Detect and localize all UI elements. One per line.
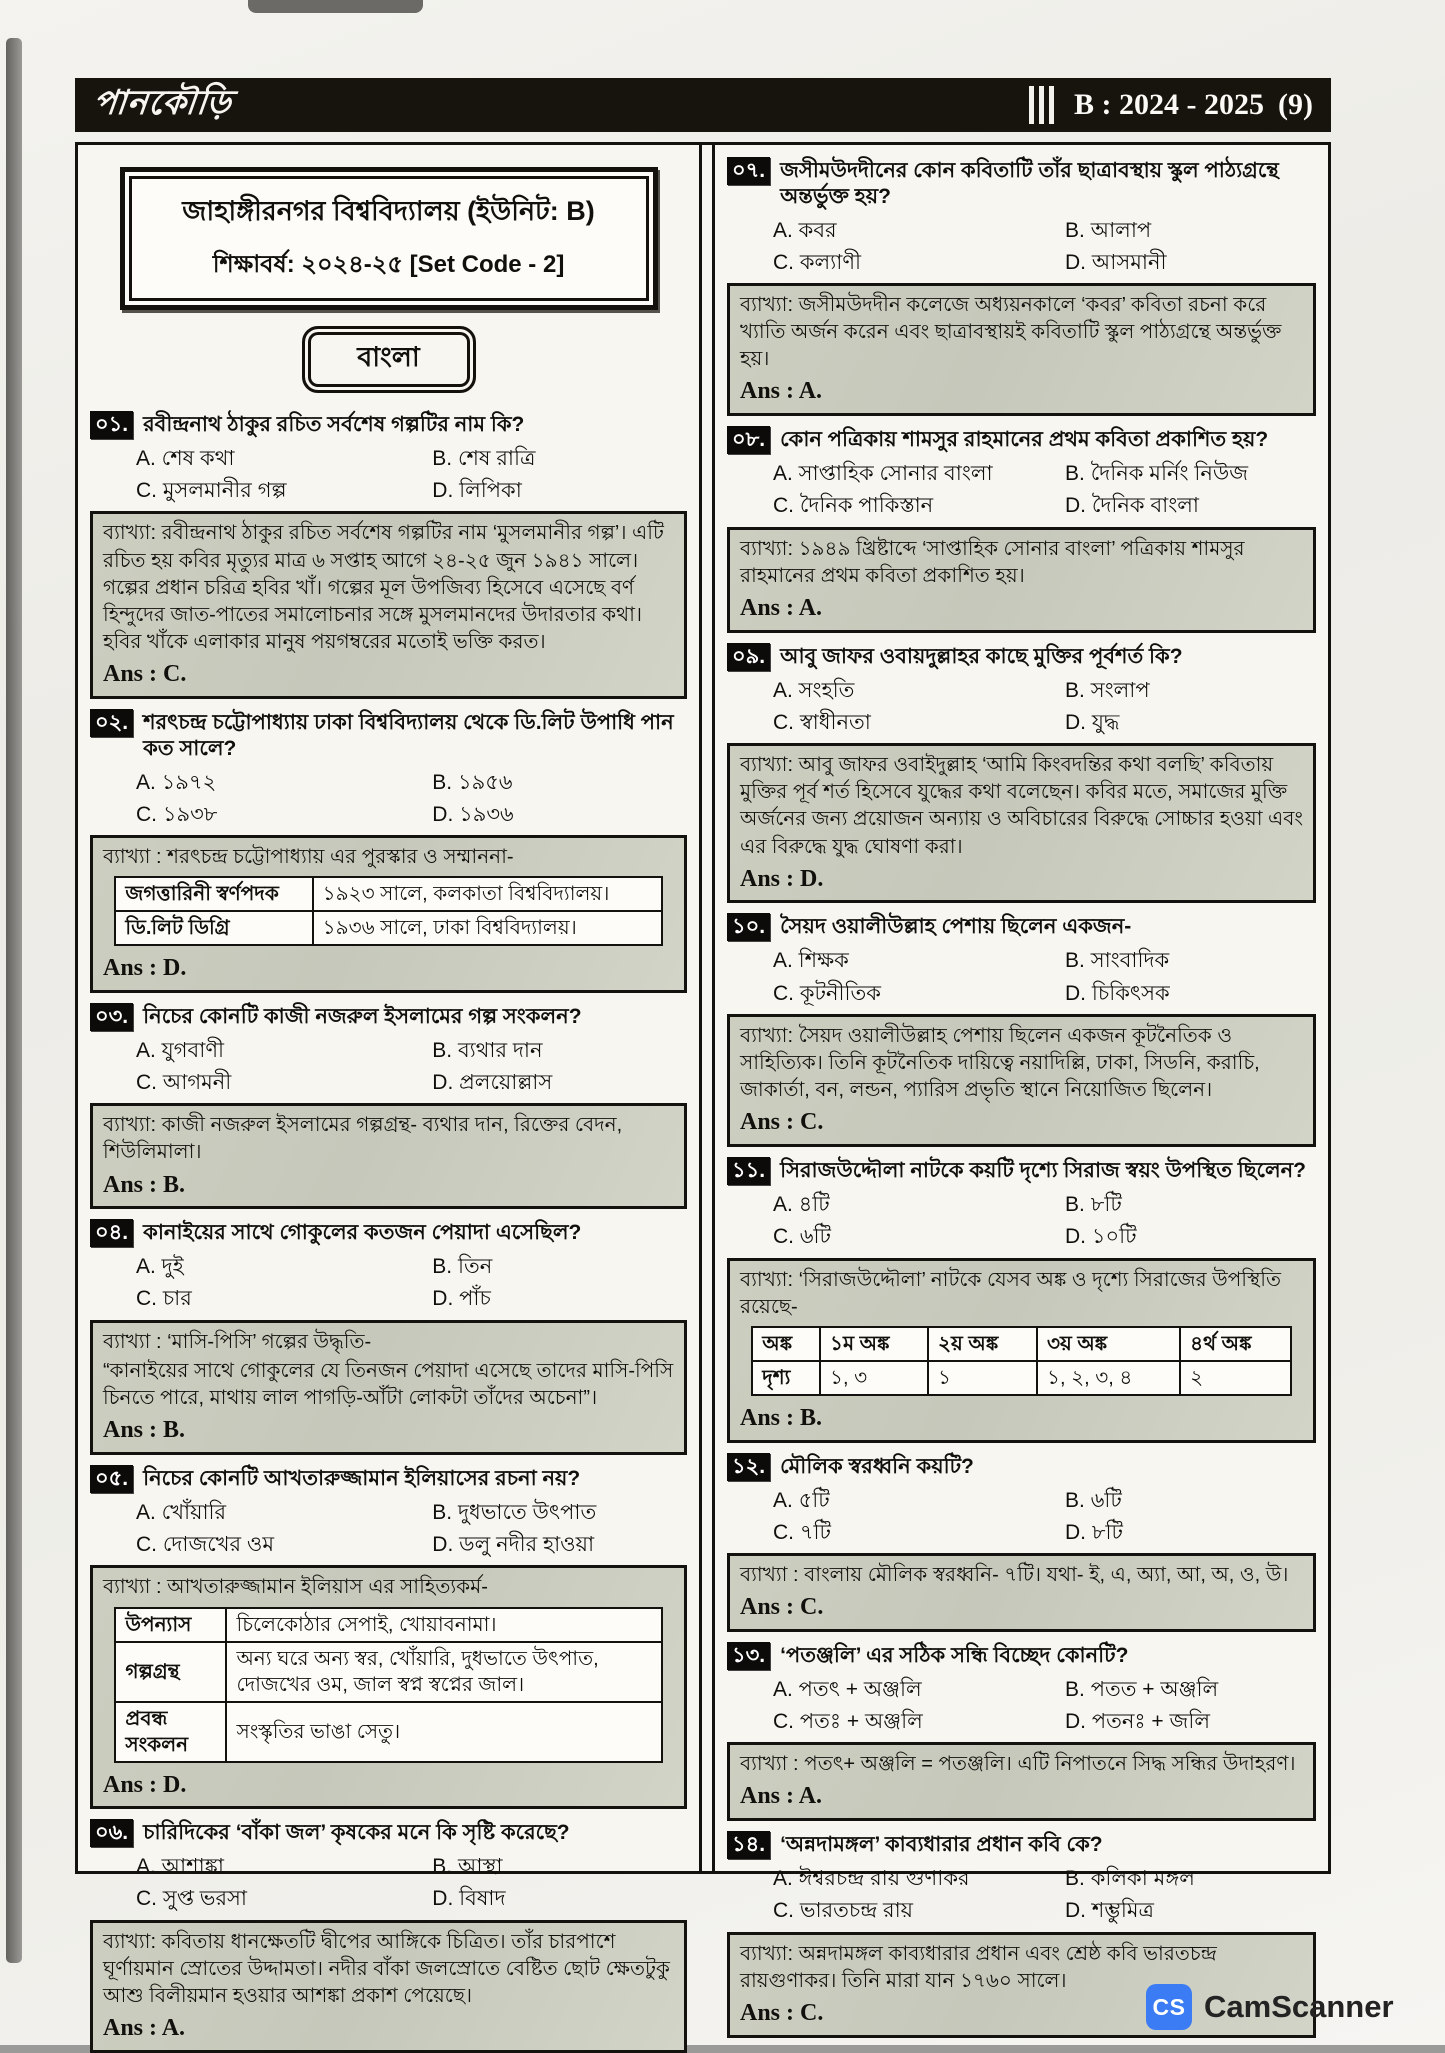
question-text: রবীন্দ্রনাথ ঠাকুর রচিত সর্বশেষ গল্পটির নাম কি? — [143, 413, 525, 436]
question-text: কানাইয়ের সাথে গোকুলের কতজন পেয়াদা এসেছিল? — [143, 1221, 582, 1245]
header-right-group — [1029, 86, 1313, 124]
option-A: A. যুগবাণী — [136, 1038, 225, 1062]
option-A: A. কবর — [773, 218, 837, 242]
question-number-badge: ০২. — [90, 709, 133, 737]
explanation-box — [727, 283, 1316, 416]
question-options — [773, 1677, 1312, 1734]
option-B: B. আলাপ — [1065, 218, 1152, 242]
question-number-badge: ০৩. — [90, 1003, 133, 1031]
answer-label: Ans : C. — [740, 1999, 824, 2026]
answer-label: Ans : D. — [103, 1771, 187, 1798]
question-number-badge: ০৯. — [727, 643, 770, 671]
question-head — [727, 643, 1316, 671]
explanation-table-cell: ১, ২, ৩, ৪ — [1037, 1361, 1180, 1395]
answer-label: Ans : A. — [740, 378, 823, 405]
question-text: শরৎচন্দ্র চট্টোপাধ্যায় ঢাকা বিশ্ববিদ্যালয় থেকে ডি.লিট উপাধি পান কত সালে? — [143, 711, 674, 761]
question-options — [136, 1038, 683, 1095]
column-divider — [699, 145, 715, 1871]
option-C: C. ৬টি — [773, 1225, 831, 1249]
left-column-questions — [90, 411, 687, 2053]
explanation-table-cell: ২ — [1180, 1361, 1291, 1395]
question-options — [136, 446, 683, 503]
answer-label: Ans : A. — [740, 594, 823, 621]
explanation-text: ব্যাখ্যা: জসীমউদদীন কলেজে অধ্যয়নকালে ‘কবর’ কবিতা রচনা করে খ্যাতি অর্জন করেন এবং ছাত্রাবস্থায়ই কবিতাটি স্কুল পাঠ্যগ্রন্থে অন্তর্ভুক্ত হয়। — [740, 293, 1282, 371]
question-head — [727, 1642, 1316, 1670]
option-D: D. শম্ভুমিত্র — [1065, 1899, 1154, 1923]
option-D: D. ৮টি — [1065, 1520, 1123, 1544]
right-column-questions — [727, 157, 1316, 2038]
question-head — [727, 1157, 1316, 1185]
option-D: D. লিপিকা — [432, 479, 522, 503]
answer-label: Ans : C. — [103, 661, 187, 688]
option-D: D. ১৯৩৬ — [432, 802, 514, 826]
option-A: A. খোঁয়ারি — [136, 1500, 227, 1524]
explanation-box — [90, 1920, 687, 2053]
explanation-table-cell: উপন্যাস — [115, 1608, 226, 1642]
question-number-badge: ০৫. — [90, 1465, 133, 1493]
camscanner-brand-text: CamScanner — [1204, 1989, 1394, 2024]
explanation-box — [90, 1320, 687, 1455]
explanation-table-cell: ১ — [928, 1361, 1037, 1395]
question-text: নিচের কোনটি আখতারুজ্জামান ইলিয়াসের রচনা নয়? — [143, 1466, 581, 1490]
explanation-table-cell: ৪র্থ অঙ্ক — [1180, 1327, 1291, 1361]
question-number-badge: ১০. — [727, 913, 770, 941]
explanation-table-cell: ১, ৩ — [820, 1361, 928, 1395]
option-A: A. ৫টি — [773, 1488, 830, 1512]
explanation-text: ব্যাখ্যা: ১৯৪৯ খ্রিষ্টাব্দে ‘সাপ্তাহিক সোনার বাংলা’ পত্রিকায় শামসুর রাহমানের প্রথম কবিতা প্রকাশিত হয়। — [740, 537, 1245, 587]
option-D: D. দৈনিক বাংলা — [1065, 494, 1199, 518]
session-set-code: শিক্ষাবর্ষ: ২০২৪-২৫ [Set Code - 2] — [212, 251, 565, 278]
explanation-table-cell: ২য় অঙ্ক — [928, 1327, 1037, 1361]
question-options — [773, 678, 1312, 735]
question-head — [727, 157, 1316, 211]
question-text: আবু জাফর ওবায়দুল্লাহর কাছে মুক্তির পূর্বশর্ত কি? — [780, 644, 1183, 668]
answer-label: Ans : B. — [740, 1404, 823, 1431]
explanation-table — [114, 1607, 662, 1763]
question-text: জসীমউদদীনের কোন কবিতাটি তাঁর ছাত্রাবস্থায় স্কুল পাঠ্যগ্রন্থে অন্তর্ভুক্ত হয়? — [780, 159, 1279, 209]
question-text: চারিদিকের ‘বাঁকা জল’ কৃষকের মনে কি সৃষ্টি করেছে? — [143, 1821, 570, 1845]
option-A: A. আশাঙ্কা — [136, 1855, 224, 1879]
option-B: B. পতত + অঞ্জলি — [1065, 1677, 1219, 1701]
page-header-bar — [75, 78, 1331, 132]
question-head — [727, 426, 1316, 454]
explanation-table-cell: ৩য় অঙ্ক — [1037, 1327, 1180, 1361]
option-C: C. চার — [136, 1287, 192, 1311]
university-title-box — [120, 167, 658, 310]
answer-label: Ans : B. — [103, 1417, 186, 1444]
option-A: A. ঈশ্বরচন্দ্র রায় গুণাকর — [773, 1867, 970, 1891]
explanation-table-cell: ১৯৩৬ সালে, ঢাকা বিশ্ববিদ্যালয়। — [313, 911, 662, 945]
option-B: B. দুধভাতে উৎপাত — [432, 1500, 597, 1524]
option-A: A. শিক্ষক — [773, 949, 849, 973]
option-C: C. পতঃ + অঞ্জলি — [773, 1710, 923, 1734]
option-C: C. মুসলমানীর গল্প — [136, 479, 287, 503]
option-D: D. প্রলয়োল্লাস — [432, 1071, 553, 1094]
explanation-box — [90, 835, 687, 993]
explanation-box — [90, 1103, 687, 1209]
question-head — [90, 1003, 687, 1031]
question-head — [90, 1219, 687, 1247]
explanation-table-cell: জগত্তারিনী স্বর্ণপদক — [115, 877, 312, 911]
question-head — [727, 1453, 1316, 1481]
explanation-text: ব্যাখ্যা: রবীন্দ্রনাথ ঠাকুর রচিত সর্বশেষ গল্পটির নাম ‘মুসলমানীর গল্প’। এটি রচিত হয় কবির মৃত্যুর মাত্র ৬ সপ্তাহ আগে ২৪-২৫ জুন ১৯৪১ সালে। গল্পের প্রধান চরিত্র হবির খাঁ। গল্পের মূল উপজিব্য হিসেবে এসেছে বর্ণ হিন্দুদের জাত-পাতের সমালোচনার সঙ্গে মুসলমানদের উদারতার কথা। হবির খাঁকে এলাকার মানুষ পয়গম্বরের মতোই ভক্তি করত। — [103, 522, 664, 654]
explanation-table-cell: সংস্কৃতির ভাঙা সেতু। — [226, 1702, 661, 1762]
question-options — [773, 461, 1312, 518]
explanation-text: ব্যাখ্যা: কাজী নজরুল ইসলামের গল্পগ্রন্থ- ব্যথার দান, রিক্তের বেদন, শিউলিমালা। — [103, 1114, 623, 1164]
option-C: C. দোজখের ওম — [136, 1533, 274, 1557]
university-title: জাহাঙ্গীরনগর বিশ্ববিদ্যালয় (ইউনিট: B) — [182, 196, 595, 226]
explanation-text: ব্যাখ্যা : শরৎচন্দ্র চট্টোপাধ্যায় এর পুরস্কার ও সম্মাননা- — [103, 845, 514, 868]
question-text: সিরাজউদ্দৌলা নাটকে কয়টি দৃশ্যে সিরাজ স্বয়ং উপস্থিত ছিলেন? — [780, 1159, 1306, 1183]
question-block — [727, 1157, 1316, 1442]
option-B: B. কলিকা মঙ্গল — [1065, 1867, 1195, 1891]
explanation-text: ব্যাখ্যা : পতৎ+ অঞ্জলি = পতঞ্জলি। এটি নিপাতনে সিদ্ধ সন্ধির উদাহরণ। — [740, 1753, 1296, 1776]
question-number-badge: ১৩. — [727, 1642, 770, 1670]
option-C: C. কল্যাণী — [773, 250, 862, 274]
option-B: B. ব্যথার দান — [432, 1038, 543, 1062]
question-head — [727, 913, 1316, 941]
question-block — [727, 1453, 1316, 1632]
question-number-badge: ০১. — [90, 411, 133, 439]
question-block — [90, 1219, 687, 1455]
question-options — [773, 1866, 1312, 1923]
question-options — [773, 948, 1312, 1005]
explanation-box — [727, 1742, 1316, 1821]
question-block — [90, 1465, 687, 1809]
explanation-box — [727, 527, 1316, 633]
option-B: B. সংলাপ — [1065, 678, 1150, 702]
explanation-box — [727, 1014, 1316, 1147]
question-options — [773, 1192, 1312, 1249]
question-head — [90, 709, 687, 763]
option-C: C. দৈনিক পাকিস্তান — [773, 494, 934, 518]
explanation-table-cell: অন্য ঘরে অন্য স্বর, খোঁয়ারি, দুধভাতে উৎপাত, দোজখের ওম, জাল স্বপ্ন স্বপ্নের জাল। — [226, 1642, 661, 1702]
explanation-table-cell: অঙ্ক — [752, 1327, 820, 1361]
explanation-text: ব্যাখ্যা: সৈয়দ ওয়ালীউল্লাহ পেশায় ছিলেন একজন কূটনৈতিক ও সাহিত্যিক। তিনি কূটনৈতিক দায়িত্বে নয়াদিল্লি, ঢাকা, সিডনি, করাচি, জাকার্তা, বন, লন্ডন, প্যারিস প্রভৃতি স্থানে নিয়োজিত ছিলেন। — [740, 1024, 1260, 1102]
question-options — [773, 218, 1312, 275]
explanation-text: ব্যাখ্যা : বাংলায় মৌলিক স্বরধ্বনি- ৭টি। যথা- ই, এ, অ্যা, আ, অ, ও, উ। — [740, 1563, 1289, 1586]
answer-label: Ans : A. — [103, 2015, 186, 2042]
question-block — [727, 643, 1316, 904]
option-B: B. দৈনিক মর্নিং নিউজ — [1065, 462, 1249, 486]
subject-badge: বাংলা — [302, 326, 476, 393]
question-head — [90, 411, 687, 439]
option-B: B. সাংবাদিক — [1065, 949, 1170, 973]
option-A: A. দুই — [136, 1255, 184, 1279]
question-number-badge: ০৭. — [727, 157, 770, 185]
left-column — [78, 145, 699, 2042]
option-D: D. বিষাদ — [432, 1887, 506, 1911]
camscanner-watermark — [1146, 1984, 1394, 2030]
option-C: C. আগমনী — [136, 1071, 232, 1094]
explanation-box — [727, 743, 1316, 903]
question-block — [90, 1819, 687, 2053]
explanation-table-cell: গল্পগ্রন্থ — [115, 1642, 226, 1702]
answer-label: Ans : B. — [103, 1171, 186, 1198]
option-B: B. ৬টি — [1065, 1488, 1122, 1512]
question-number-badge: ০৬. — [90, 1819, 133, 1847]
question-text: সৈয়দ ওয়ালীউল্লাহ পেশায় ছিলেন একজন- — [780, 915, 1132, 939]
session-label: B : 2024 - 2025 — [1074, 88, 1265, 121]
page-number: (9) — [1278, 88, 1313, 121]
scan-edge-shadow — [6, 38, 22, 1963]
answer-label: Ans : D. — [103, 955, 187, 982]
option-A: A. পতৎ + অঞ্জলি — [773, 1677, 922, 1701]
question-head — [90, 1819, 687, 1847]
question-head — [90, 1465, 687, 1493]
question-text: মৌলিক স্বরধ্বনি কয়টি? — [780, 1454, 974, 1478]
question-block — [90, 1003, 687, 1209]
option-A: A. সাপ্তাহিক সোনার বাংলা — [773, 462, 993, 486]
option-B: B. ১৯৫৬ — [432, 770, 513, 794]
explanation-text: ব্যাখ্যা: ‘সিরাজউদ্দৌলা’ নাটকে যেসব অঙ্ক ও দৃশ্যে সিরাজের উপস্থিতি রয়েছে- — [740, 1268, 1281, 1318]
explanation-table — [751, 1326, 1291, 1396]
explanation-table-cell: দৃশ্য — [752, 1361, 820, 1395]
explanation-text: ব্যাখ্যা : আখতারুজ্জামান ইলিয়াস এর সাহিত্যকর্ম- — [103, 1576, 488, 1599]
option-C: C. ১৯৩৮ — [136, 802, 218, 826]
option-C: C. ভারতচন্দ্র রায় — [773, 1899, 914, 1923]
option-D: D. যুদ্ধ — [1065, 710, 1120, 734]
magazine-logo: পানকৌড়ি — [91, 82, 234, 123]
answer-label: Ans : C. — [740, 1109, 824, 1136]
option-A: A. সংহতি — [773, 678, 855, 702]
question-options — [773, 1488, 1312, 1545]
question-text: নিচের কোনটি কাজী নজরুল ইসলামের গল্প সংকলন? — [143, 1004, 582, 1028]
option-A: A. ১৯৭২ — [136, 770, 217, 794]
question-options — [136, 1254, 683, 1311]
option-D: D. আসমানী — [1065, 250, 1167, 274]
question-block — [727, 1642, 1316, 1821]
option-B: B. ৮টি — [1065, 1193, 1122, 1217]
option-A: A. ৪টি — [773, 1193, 830, 1217]
explanation-table-cell: ডি.লিট ডিগ্রি — [115, 911, 312, 945]
answer-label: Ans : C. — [740, 1594, 824, 1621]
question-options — [136, 1500, 683, 1557]
question-block — [727, 157, 1316, 416]
option-C: C. স্বাধীনতা — [773, 710, 871, 734]
explanation-table-cell: ১৯২৩ সালে, কলকাতা বিশ্ববিদ্যালয়। — [313, 877, 662, 911]
option-D: D. পতনঃ + জলি — [1065, 1710, 1210, 1734]
question-number-badge: ১৪. — [727, 1831, 770, 1859]
explanation-table — [114, 876, 662, 946]
explanation-text: ব্যাখ্যা: কবিতায় ধানক্ষেতটি দ্বীপের আঙ্গিকে চিত্রিত। তাঁর চারপাশে ঘূর্ণায়মান স্রোতের উদ্দামতা। নদীর বাঁকা জলস্রোতে বেষ্টিত ছোট ক্ষেতটুকু আশু বিলীয়মান হওয়ার আশঙ্কা প্রকাশ পেয়েছে। — [103, 1930, 670, 2007]
question-text: কোন পত্রিকায় শামসুর রাহমানের প্রথম কবিতা প্রকাশিত হয়? — [780, 428, 1269, 452]
question-block — [90, 411, 687, 699]
answer-label: Ans : D. — [740, 865, 824, 892]
question-block — [90, 709, 687, 993]
question-number-badge: ১২. — [727, 1453, 770, 1481]
explanation-box — [90, 511, 687, 699]
explanation-text: ব্যাখ্যা: অন্নদামঙ্গল কাব্যধারার প্রধান এবং শ্রেষ্ঠ কবি ভারতচন্দ্র রায়গুণাকর। তিনি মারা যান ১৭৬০ সালে। — [740, 1942, 1217, 1992]
explanation-table-cell: প্রবন্ধ সংকলন — [115, 1702, 226, 1762]
option-B: B. আস্থা — [432, 1855, 503, 1879]
answer-label: Ans : A. — [740, 1783, 823, 1810]
option-B: B. শেষ রাত্রি — [432, 447, 536, 471]
header-slits-decoration — [1029, 86, 1054, 124]
scan-top-smudge — [248, 0, 423, 13]
question-number-badge: ০৪. — [90, 1219, 133, 1247]
option-D: D. ডলু নদীর হাওয়া — [432, 1533, 595, 1557]
explanation-text: “কানাইয়ের সাথে গোকুলের যে তিনজন পেয়াদা এসেছে তাদের মাসি-পিসি চিনতে পারে, মাথায় লাল পাগড়ি-আঁটা লোকটা তাঁদের অচেনা”। — [103, 1359, 674, 1410]
explanation-box — [727, 1258, 1316, 1443]
option-C: C. কূটনীতিক — [773, 981, 881, 1005]
question-text: ‘পতঞ্জলি’ এর সঠিক সন্ধি বিচ্ছেদ কোনটি? — [780, 1643, 1129, 1667]
explanation-box — [727, 1553, 1316, 1632]
question-options — [136, 770, 683, 827]
explanation-text: ব্যাখ্যা : ‘মাসি-পিসি’ গল্পের উদ্ধৃতি- — [103, 1330, 372, 1353]
question-number-badge: ০৮. — [727, 426, 770, 454]
question-block — [727, 426, 1316, 632]
explanation-box — [90, 1565, 687, 1809]
option-A: A. শেষ কথা — [136, 447, 235, 471]
explanation-table-cell: চিলেকোঠার সেপাই, খোয়াবনামা। — [226, 1608, 661, 1642]
option-C: C. ৭টি — [773, 1520, 831, 1544]
option-D: D. পাঁচ — [432, 1287, 491, 1311]
explanation-text: ব্যাখ্যা: আবু জাফর ওবাইদুল্লাহ ‘আমি কিংবদন্তির কথা বলছি’ কবিতায় মুক্তির পূর্ব শর্ত হিসেবে যুদ্ধের কথা বলেছেন। কবির মতে, সমাজের মুক্তি অর্জনের জন্য প্রয়োজন অন্যায় ও অবিচারের বিরুদ্ধে সোচ্চার হওয়া এবং এর বিরুদ্ধে যুদ্ধ ঘোষণা করা। — [740, 754, 1304, 858]
question-head — [727, 1831, 1316, 1859]
option-B: B. তিন — [432, 1255, 493, 1279]
camscanner-icon: CS — [1146, 1984, 1192, 2030]
question-number-badge: ১১. — [727, 1157, 770, 1185]
question-text: ‘অন্নদামঙ্গল’ কাব্যধারার প্রধান কবি কে? — [780, 1833, 1103, 1857]
question-options — [136, 1854, 683, 1911]
option-D: D. চিকিৎসক — [1065, 981, 1170, 1005]
option-C: C. সুপ্ত ভরসা — [136, 1887, 247, 1911]
question-block — [727, 913, 1316, 1147]
explanation-table-cell: ১ম অঙ্ক — [820, 1327, 928, 1361]
option-D: D. ১০টি — [1065, 1225, 1137, 1249]
